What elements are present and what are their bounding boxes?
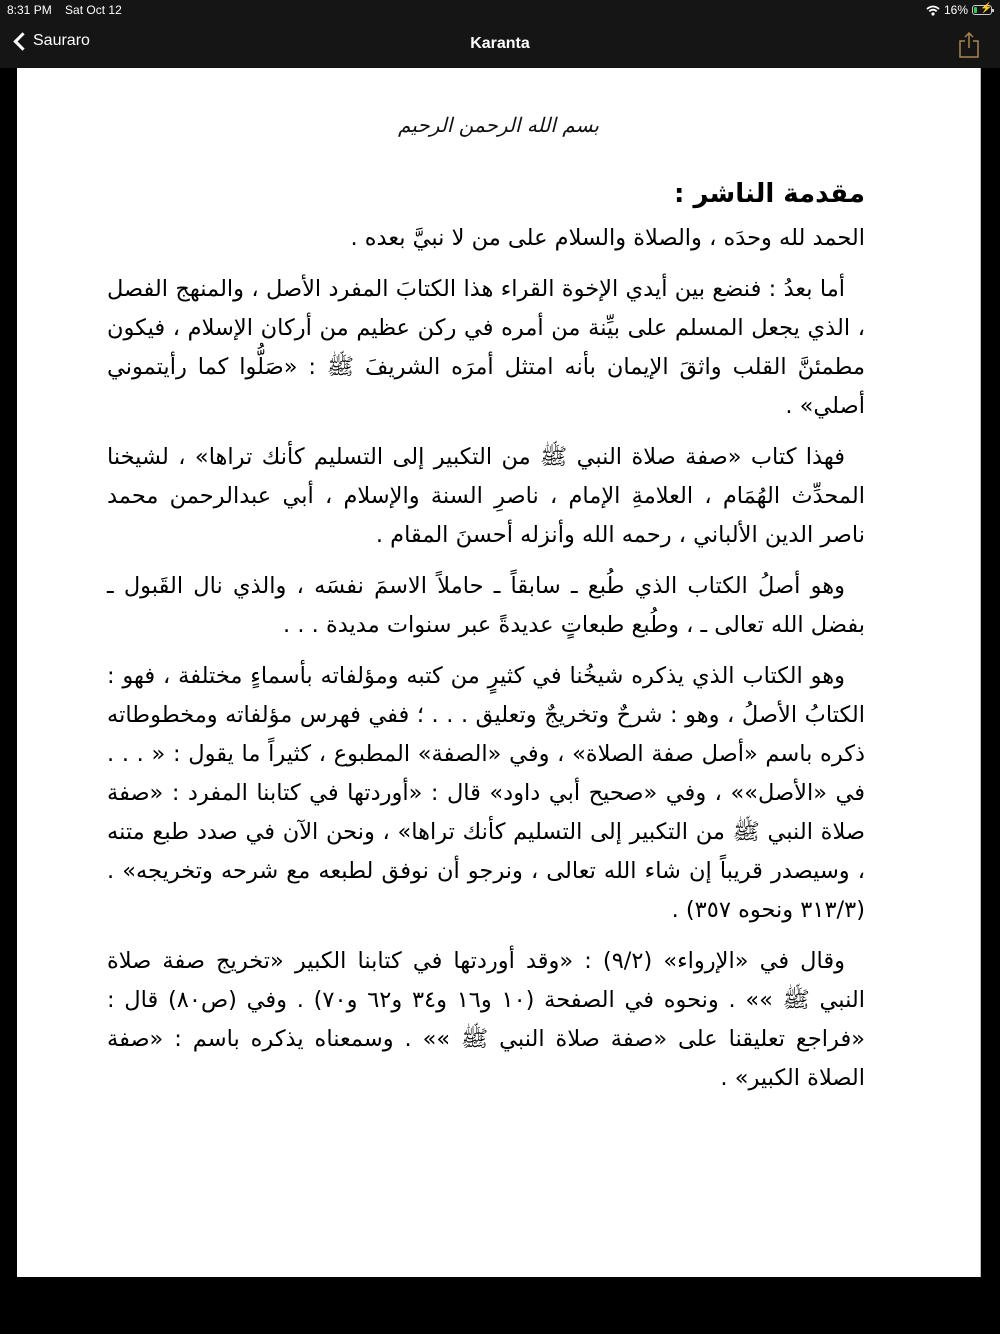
battery-nub [992,9,994,12]
paragraph: وقال في «الإرواء» (٩/٢) : «وقد أوردتها في كتابنا الكبير «تخريج صفة صلاة النبي ﷺ »» . ونحوه في الصفحة (١٠ و١٦ و٣٤ و٦٢ و٧٠) . وفي (ص٨٠) قال : «فراجع تعليقنا على «صفة صلاة النبي ﷺ »» . وسمعناه يذكره باسم : «صفة الصلاة الكبير» . [107,948,865,1091]
paragraph: وهو أصلُ الكتاب الذي طُبع ـ سابقاً ـ حاملاً الاسمَ نفسَه ، والذي نال القَبول ـ بفضل الله تعالى ـ ، وطُبع طبعاتٍ عديدةً عبر سنوات مديدة . . . [107,573,865,638]
status-left [7,3,132,17]
paragraph: أما بعدُ : فنضع بين أيدي الإخوة القراء هذا الكتابَ المفرد الأصل ، والمنهج الفصل ، الذي يجعل المسلم على بيِّنة من أمره في ركن عظيم من أركان الإسلام ، فيكون مطمئنَّ القلب واثقَ الإيمان بأنه امتثل أمرَه الشريفَ ﷺ : «صَلُّوا كما رأيتموني أصلي» . [107,276,865,419]
back-label: Sauraro [33,32,90,49]
status-bar [0,0,1000,22]
paragraph: الحمد لله وحدَه ، والصلاة والسلام على من لا نبيَّ بعده . [350,225,865,251]
document-body [107,173,865,1110]
status-time: 8:31 PM [7,3,52,17]
navigation-bar [0,22,1000,68]
battery-charging-icon [972,5,992,15]
status-date: Sat Oct 12 [65,3,122,17]
wifi-icon [926,5,940,16]
charging-bolt-icon: ⚡ [980,3,993,14]
battery-fill [974,7,977,13]
battery-percent: 16% [943,3,968,17]
paragraph: فهذا كتاب «صفة صلاة النبي ﷺ من التكبير إلى التسليم كأنك تراها» ، لشيخنا المحدِّث الهُمَام ، العلامةِ الإمام ، ناصرِ السنة والإسلام ، أبي عبدالرحمن محمد ناصر الدين الألباني ، رحمه الله وأنزله أحسنَ المقام . [107,444,865,548]
share-icon[interactable] [958,31,980,59]
status-right [926,3,992,17]
paragraph: وهو الكتاب الذي يذكره شيخُنا في كثيرٍ من كتبه ومؤلفاته بأسماءٍ مختلفة ، فهو : الكتابُ الأصلُ ، وهو : شرحٌ وتخريجٌ وتعليق . . . ؛ ففي فهرس مؤلفاته ومخطوطاته ذكره باسم «أصل صفة الصلاة» ، وفي «الصفة» المطبوع ، كثيراً ما يقول : « . . . في «الأصل»» ، وفي «صحيح أبي داود» قال : «أوردتها في كتابنا المفرد : «صفة صلاة النبي ﷺ من التكبير إلى التسليم كأنك تراها» ، ونحن الآن في صدد طبع متنه ، وسيصدر قريباً إن شاء الله تعالى ، ونرجو أن نوفق لطبعه مع شرحه وتخريجه» . (٣١٣/٣ ونحوه ٣٥٧) . [107,663,865,923]
document-page [17,68,981,1277]
page-title: Karanta [470,35,530,52]
section-heading: مقدمة الناشر : [674,179,865,209]
basmala-calligraphy: بسم الله الرحمن الرحيم [397,113,599,137]
